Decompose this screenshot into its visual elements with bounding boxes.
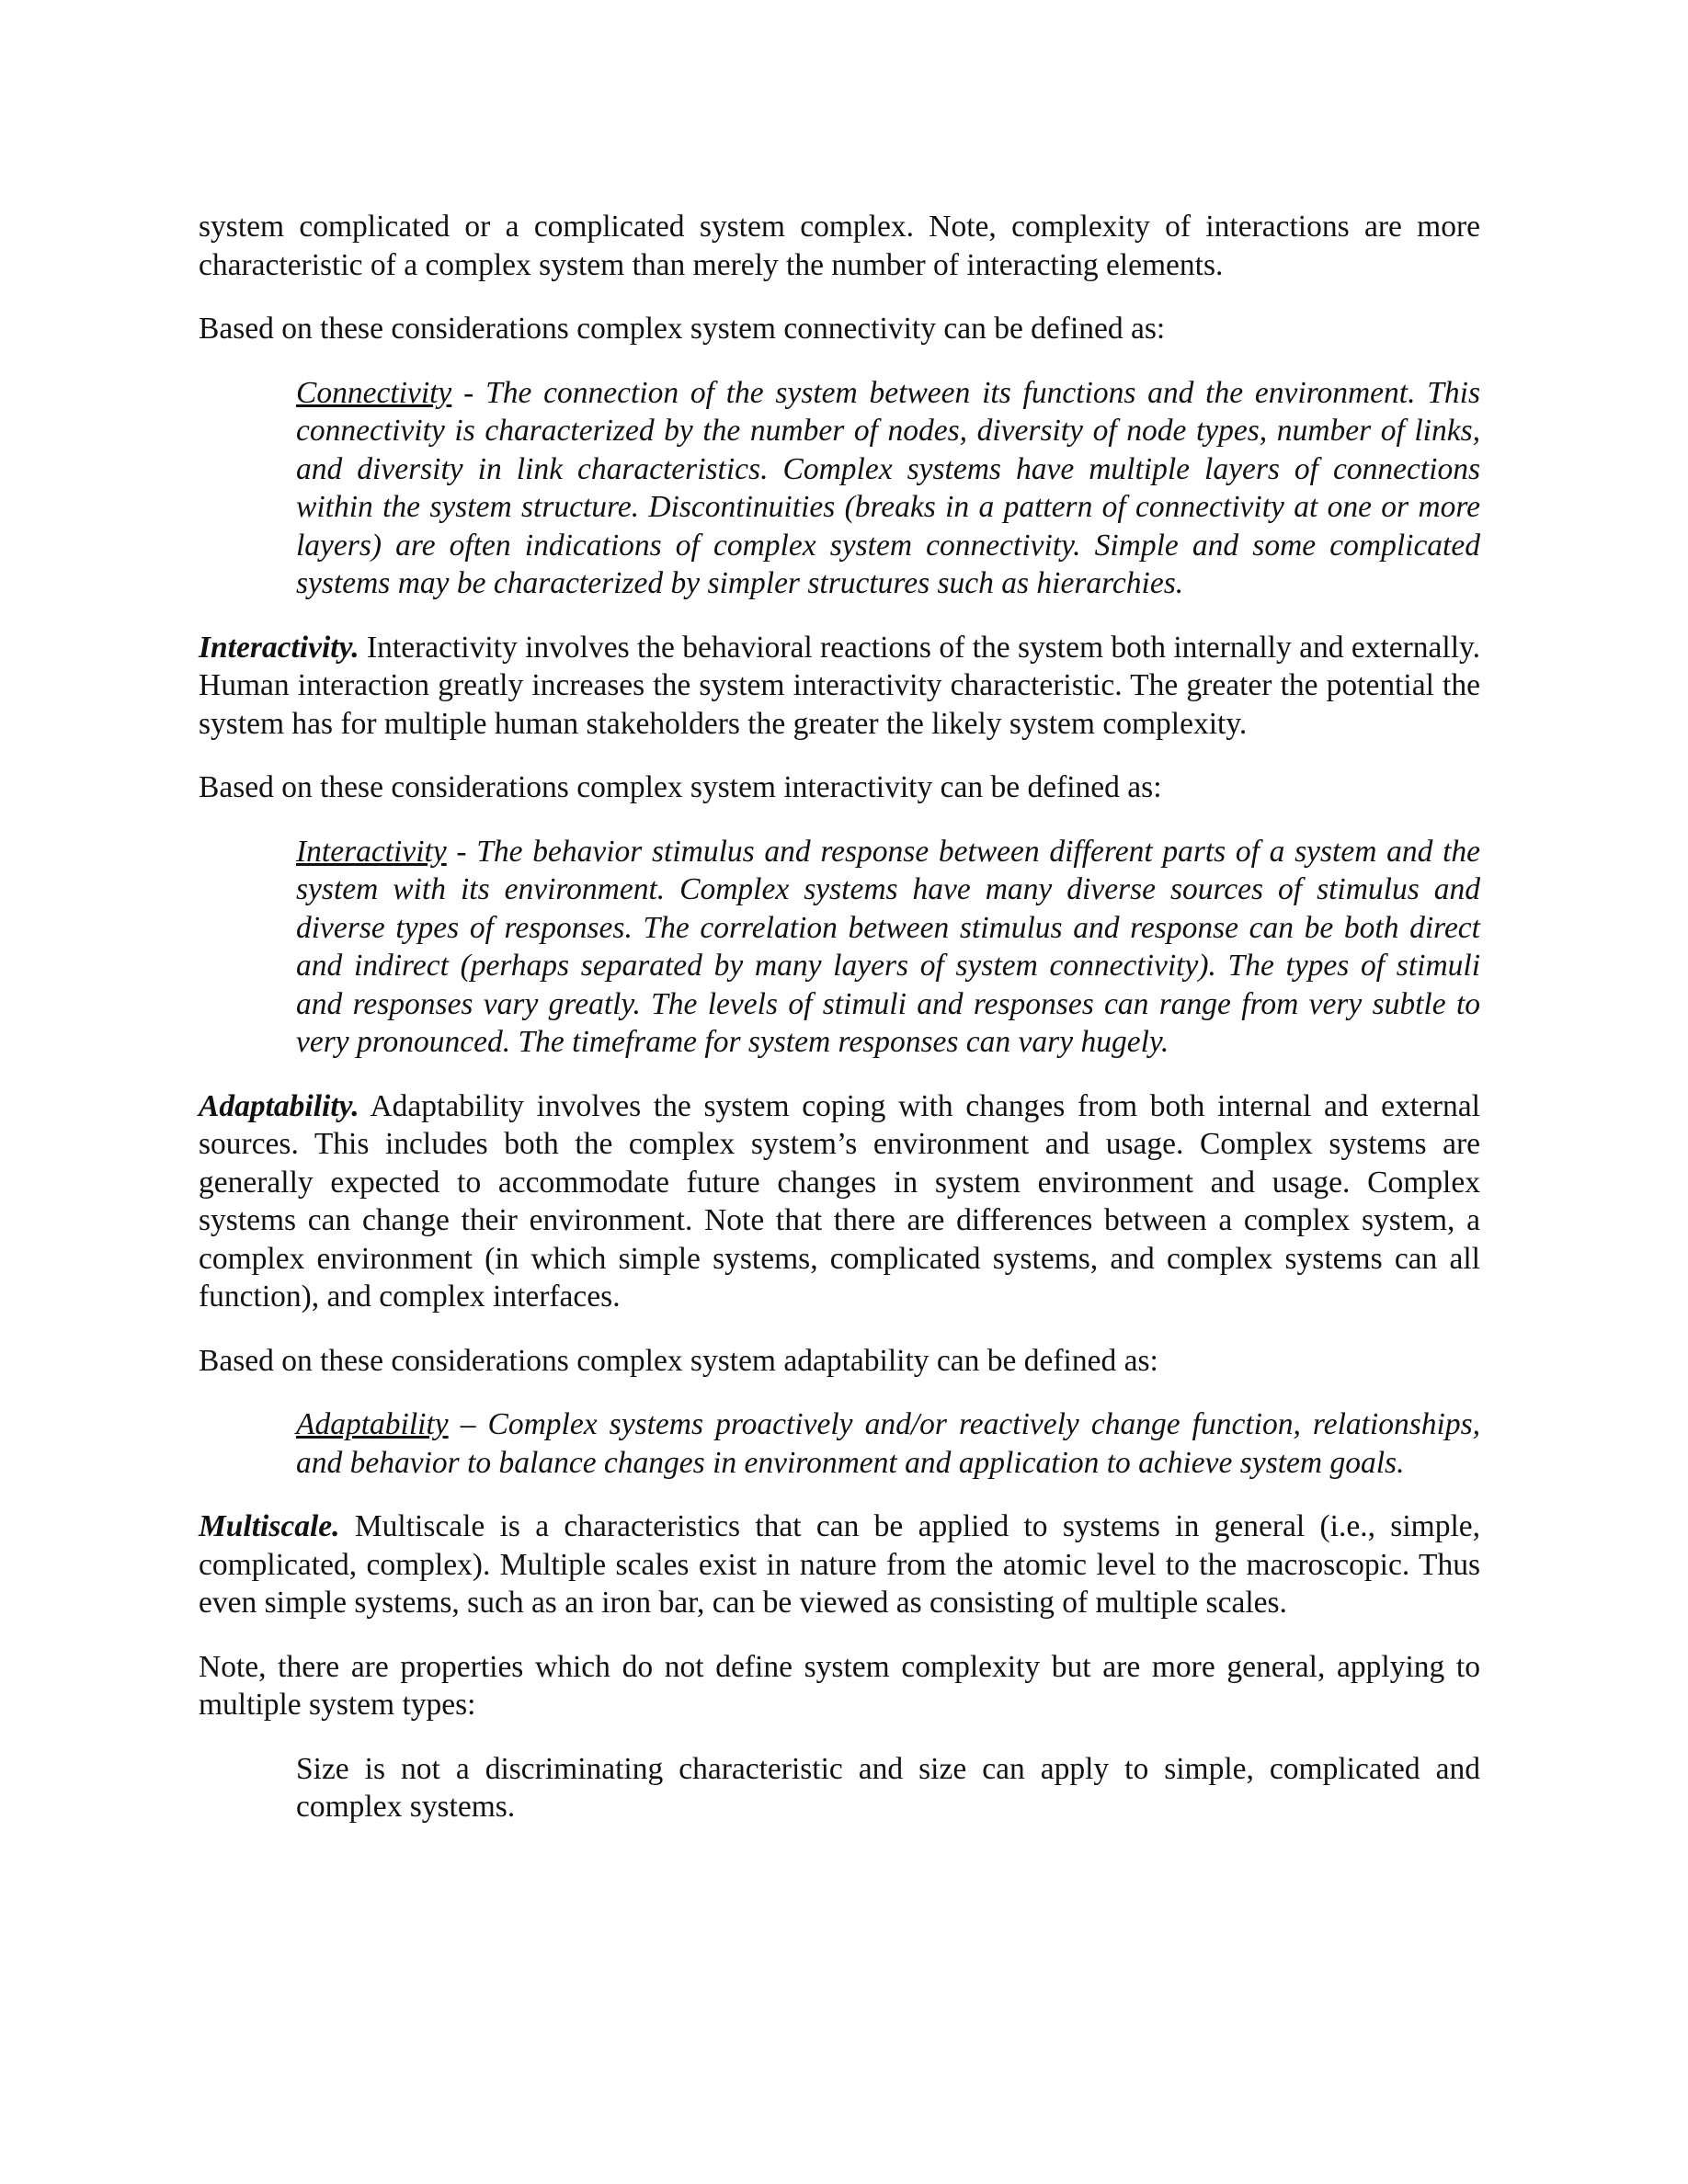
- connectivity-lead-in: Based on these considerations complex system connectivity can be defined as:: [199, 312, 1166, 346]
- properties-note-paragraph: Note, there are properties which do not define system complexity but are more general, applying to multiple system types:: [199, 1649, 1480, 1722]
- interactivity-definition-text: The behavior stimulus and response between different parts of a system and the system with its environment. Complex systems have many diverse sources of stimulus and diverse types of responses. The correlation between stimulus and response can be both direct and indirect (perhaps separated by many layers of system connectivity). The types of stimuli and responses vary greatly. The levels of stimuli and responses can range from very subtle to very pronounced. The timeframe for system responses can vary hugely.: [296, 834, 1480, 1059]
- adaptability-heading: Adaptability.: [199, 1088, 359, 1123]
- connectivity-definition-text: The connection of the system between its functions and the environment. This connectivity is characterized by the number of nodes, diversity of node types, number of links, and diversity in link characteristics. Complex systems have multiple layers of connections within the system structure. Discontinuities (breaks in a pattern of connectivity at one or more layers) are often indications of complex system connectivity. Simple and some complicated systems may be characterized by simpler structures such as hierarchies.: [296, 375, 1481, 600]
- adaptability-definition: [296, 1405, 1480, 1482]
- interactivity-definition: [296, 833, 1480, 1062]
- multiscale-heading: Multiscale.: [199, 1509, 340, 1543]
- interactivity-lead-in: Based on these considerations complex system interactivity can be defined as:: [199, 770, 1162, 804]
- interactivity-text: Interactivity involves the behavioral reactions of the system both internally and externally. Human interaction greatly increases the system interactivity characteristic. The greater the potential the system has for multiple human stakeholders the greater the likely system complexity.: [199, 630, 1480, 741]
- adaptability-definition-text: Complex systems proactively and/or reactively change function, relationships, and behavior to balance changes in environment and application to achieve system goals.: [296, 1407, 1480, 1480]
- intro-paragraph: system complicated or a complicated system complex. Note, complexity of interactions are more characteristic of a complex system than merely the number of interacting elements.: [199, 210, 1480, 282]
- definition-separator: -: [451, 375, 486, 410]
- interactivity-term: Interactivity: [296, 834, 447, 869]
- multiscale-paragraph: [199, 1507, 1480, 1622]
- page-body: [199, 208, 1480, 1852]
- adaptability-lead-in: Based on these considerations complex system adaptability can be defined as:: [199, 1343, 1158, 1378]
- adaptability-paragraph: [199, 1087, 1480, 1316]
- adaptability-term: Adaptability: [296, 1407, 449, 1441]
- connectivity-term: Connectivity: [296, 375, 452, 410]
- size-note: Size is not a discriminating characteristic and size can apply to simple, complicated and complex systems.: [296, 1751, 1480, 1824]
- interactivity-paragraph: [199, 629, 1480, 744]
- connectivity-definition: [296, 374, 1480, 603]
- definition-separator: –: [448, 1407, 488, 1441]
- interactivity-heading: Interactivity.: [199, 630, 359, 665]
- adaptability-text: Adaptability involves the system coping with changes from both internal and external sources. This includes both the complex system’s environment and usage. Complex systems are generally expected to accommodate future changes in system environment and usage. Complex systems can change their environment. Note that there are differences between a complex system, a complex environment (in which simple systems, complicated systems, and complex systems can all function), and complex interfaces.: [199, 1088, 1480, 1314]
- definition-separator: -: [446, 834, 477, 869]
- multiscale-text: Multiscale is a characteristics that can be applied to systems in general (i.e., simple, complicated, complex). Multiple scales exist in nature from the atomic level to the macroscopic. Thus even simple systems, such as an iron bar, can be viewed as consisting of multiple scales.: [199, 1509, 1480, 1620]
